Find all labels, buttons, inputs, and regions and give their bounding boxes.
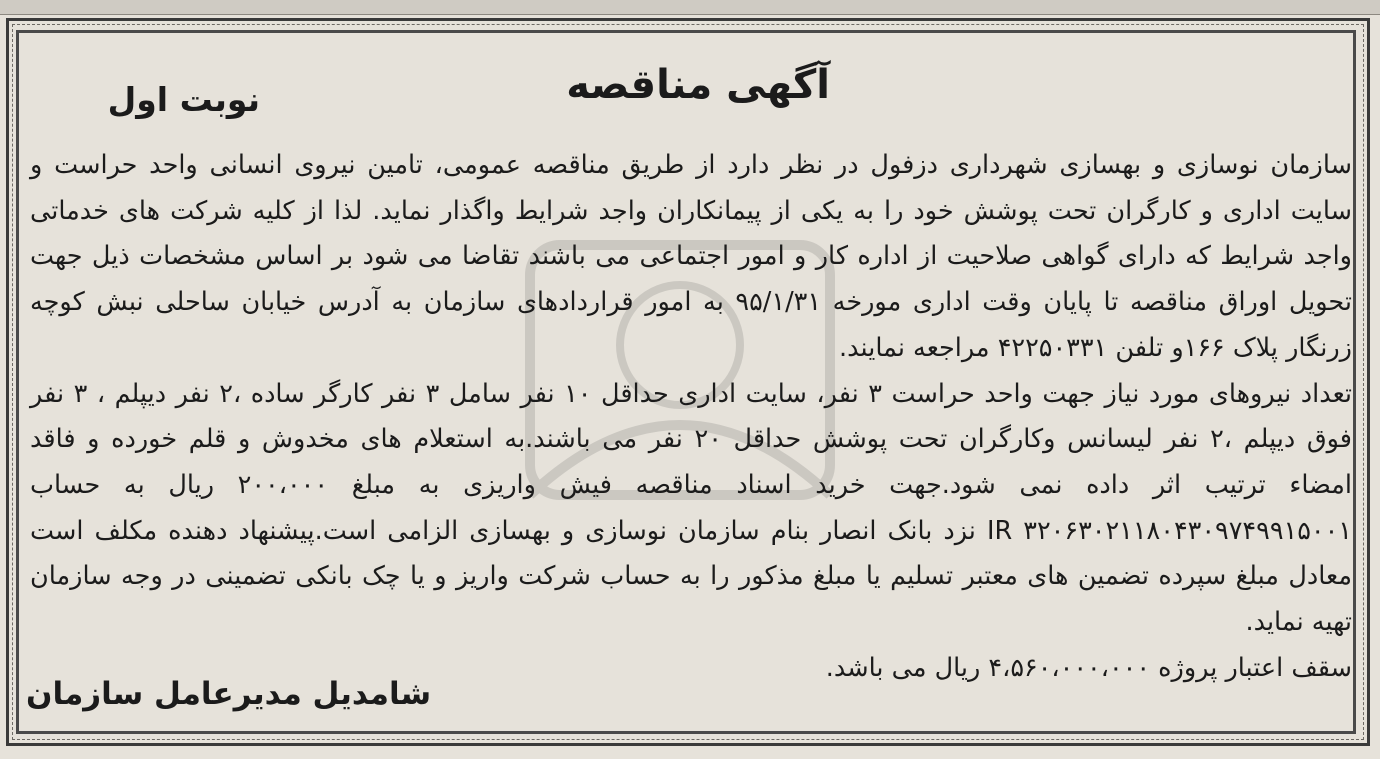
signature: شامدیل مدیرعامل سازمان — [26, 676, 432, 712]
notice-paragraph: سازمان نوسازی و بهسازی شهرداری دزفول در نظر دارد از طریق مناقصه عمومی، تامین نیروی انسانی واحد حراست و سایت اداری و کارگران تحت پوشش خود را به یکی از پیمانکاران واجد شرایط واگذار نماید. لذا از کلیه شرکت های خدماتی واجد شرایط که دارای گواهی صلاحیت از اداره کار و امور اجتماعی می باشند تقاضا می شود بر اساس مشخصات ذیل جهت تحویل اوراق مناقصه تا پایان وقت اداری مورخه ۹۵/۱/۳۱ به امور قراردادهای سازمان به آدرس خیابان ساحلی نبش کوچه زرنگار پلاک ۱۶۶و تلفن ۴۲۲۵۰۳۳۱ مراجعه نمایند. — [30, 150, 1352, 363]
notice-body — [30, 143, 1352, 691]
notice-paragraph: سقف اعتبار پروژه ۴،۵۶۰،۰۰۰،۰۰۰ ریال می باشد. — [825, 652, 1352, 683]
notice-round: نوبت اول — [107, 80, 260, 119]
header-row — [40, 58, 1340, 128]
top-strip — [0, 0, 1380, 15]
notice-title: آگهی مناقصه — [566, 62, 830, 108]
notice-paragraph: تعداد نیروهای مورد نیاز جهت واحد حراست ۳ نفر، سایت اداری حداقل ۱۰ نفر سامل ۳ نفر کارگر ساده ،۲ نفر دیپلم ، ۳ نفر فوق دیپلم ،۲ نفر لیسانس وکارگران تحت پوشش حداقل ۲۰ نفر می باشند.به استعلام های مخدوش و قلم خورده و فاقد امضاء ترتیب اثر داده نمی شود.جهت خرید اسناد مناقصه فیش واریزی به مبلغ ۲۰۰،۰۰۰ ریال به حساب ۳۲۰۶۳۰۲۱۱۸۰۴۳۰۹۷۴۹۹۱۵۰۰۱ IR نزد بانک انصار بنام سازمان نوسازی و بهسازی الزامی است.پیشنهاد دهنده مکلف است معادل مبلغ سپرده تضمین های معتبر تسلیم یا مبلغ مذکور را به حساب شرکت واریز و یا چک بانکی تضمینی در وجه سازمان تهیه نماید. — [30, 378, 1352, 638]
